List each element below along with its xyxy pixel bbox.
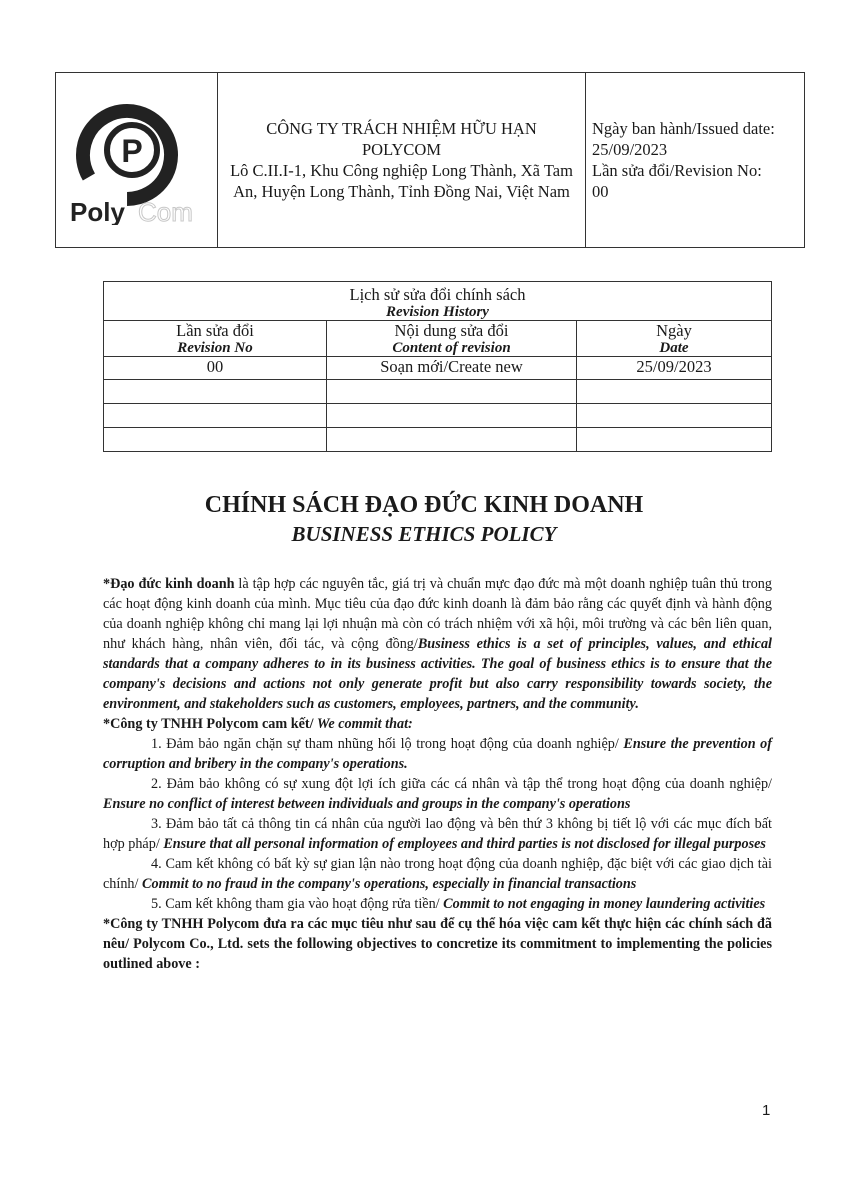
table-header-row bbox=[104, 321, 772, 357]
company-name: CÔNG TY TRÁCH NHIỆM HỮU HẠN POLYCOM bbox=[266, 119, 537, 159]
page-number: 1 bbox=[762, 1102, 771, 1119]
commit-item: 2. Đảm bảo không có sự xung đột lợi ích giữa các cá nhân và tập thể trong hoạt động của doanh nghiệp/ Ensure no conflict of interest between individuals and groups in the company's operations bbox=[103, 776, 772, 812]
issued-label: Ngày ban hành/Issued date: bbox=[592, 119, 775, 138]
column-header: Lần sửa đổi bbox=[176, 321, 254, 340]
commit-heading: *Công ty TNHH Polycom cam kết/ We commit that: bbox=[103, 716, 413, 732]
commit-item: 1. Đảm bảo ngăn chặn sự tham nhũng hối lộ trong hoạt động của doanh nghiệp/ Ensure the prevention of corruption and bribery in the company's operations. bbox=[103, 736, 772, 772]
svg-text:P: P bbox=[121, 133, 143, 169]
polycom-logo bbox=[62, 85, 212, 225]
commit-item: 3. Đảm bảo tất cả thông tin cá nhân của người lao động và bên thứ 3 không bị tiết lộ với các mục đích bất hợp pháp/ Ensure that all personal information of employees and third parties is not disclosed for illegal purposes bbox=[103, 816, 772, 852]
document-header bbox=[55, 72, 805, 248]
table-cell: 00 bbox=[104, 357, 327, 380]
table-row bbox=[104, 380, 772, 404]
policy-title: CHÍNH SÁCH ĐẠO ĐỨC KINH DOANH bbox=[204, 492, 644, 518]
company-cell bbox=[218, 73, 586, 247]
commit-item: 4. Cam kết không có bất kỳ sự gian lận nào trong hoạt động của doanh nghiệp, đặc biệt với các giao dịch tài chính/ Commit to no fraud in the company's operations, especially in financial transactions bbox=[103, 856, 772, 892]
table-row bbox=[104, 357, 772, 380]
policy-body bbox=[103, 574, 772, 974]
commit-item: 5. Cam kết không tham gia vào hoạt động rửa tiền/ Commit to not engaging in money laundering activities bbox=[151, 896, 766, 912]
table-title-en: Revision History bbox=[386, 304, 489, 320]
company-address: Lô C.II.I-1, Khu Công nghiệp Long Thành, Xã Tam An, Huyện Long Thành, Tỉnh Đồng Nai, Việt Nam bbox=[230, 161, 573, 201]
objectives-paragraph: *Công ty TNHH Polycom đưa ra các mục tiêu như sau để cụ thể hóa việc cam kết thực hiện các chính sách đã nêu/ Polycom Co., Ltd. sets the following objectives to concretize its commitment to implementing the policies outlined above : bbox=[103, 916, 772, 972]
issue-cell bbox=[586, 73, 804, 247]
logo-text-poly: Poly bbox=[70, 197, 125, 225]
table-row bbox=[104, 428, 772, 452]
column-header-en: Revision No bbox=[177, 340, 253, 356]
column-header-en: Date bbox=[659, 340, 689, 356]
issued-value: 25/09/2023 bbox=[592, 140, 668, 159]
policy-title-en: BUSINESS ETHICS POLICY bbox=[291, 522, 557, 546]
revision-value: 00 bbox=[592, 182, 609, 201]
intro-paragraph: *Đạo đức kinh doanh là tập hợp các nguyên tắc, giá trị và chuẩn mực đạo đức mà một doanh nghiệp tuân thủ trong các hoạt động kinh doanh của mình. Mục tiêu của đạo đức kinh doanh là đảm bảo rằng các quyết định và hành động của doanh nghiệp không chỉ mang lại lợi nhuận mà còn có trách nhiệm với xã hội, môi trường và các bên liên quan, như khách hàng, nhân viên, đối tác, và cộng đồng/Business ethics is a set of principles, values, and ethical standards that a company adheres to in its business activities. The goal of business ethics is to ensure that the company's decisions and actions not only generate profit but also carry responsibility towards society, the environment, and stakeholders such as customers, employees, partners, and the community. bbox=[103, 576, 772, 712]
table-row bbox=[104, 404, 772, 428]
column-header-en: Content of revision bbox=[392, 340, 511, 356]
table-title: Lịch sử sửa đổi chính sách bbox=[349, 285, 526, 304]
revision-history-table bbox=[103, 281, 772, 452]
column-header: Ngày bbox=[656, 321, 692, 340]
column-header: Nội dung sửa đổi bbox=[394, 321, 509, 340]
table-cell: 25/09/2023 bbox=[577, 357, 772, 380]
logo-text-com: Com bbox=[138, 197, 193, 225]
table-cell: Soạn mới/Create new bbox=[327, 357, 577, 380]
logo-cell bbox=[56, 73, 218, 247]
table-title-row bbox=[104, 282, 772, 321]
revision-label: Lần sửa đổi/Revision No: bbox=[592, 161, 762, 180]
